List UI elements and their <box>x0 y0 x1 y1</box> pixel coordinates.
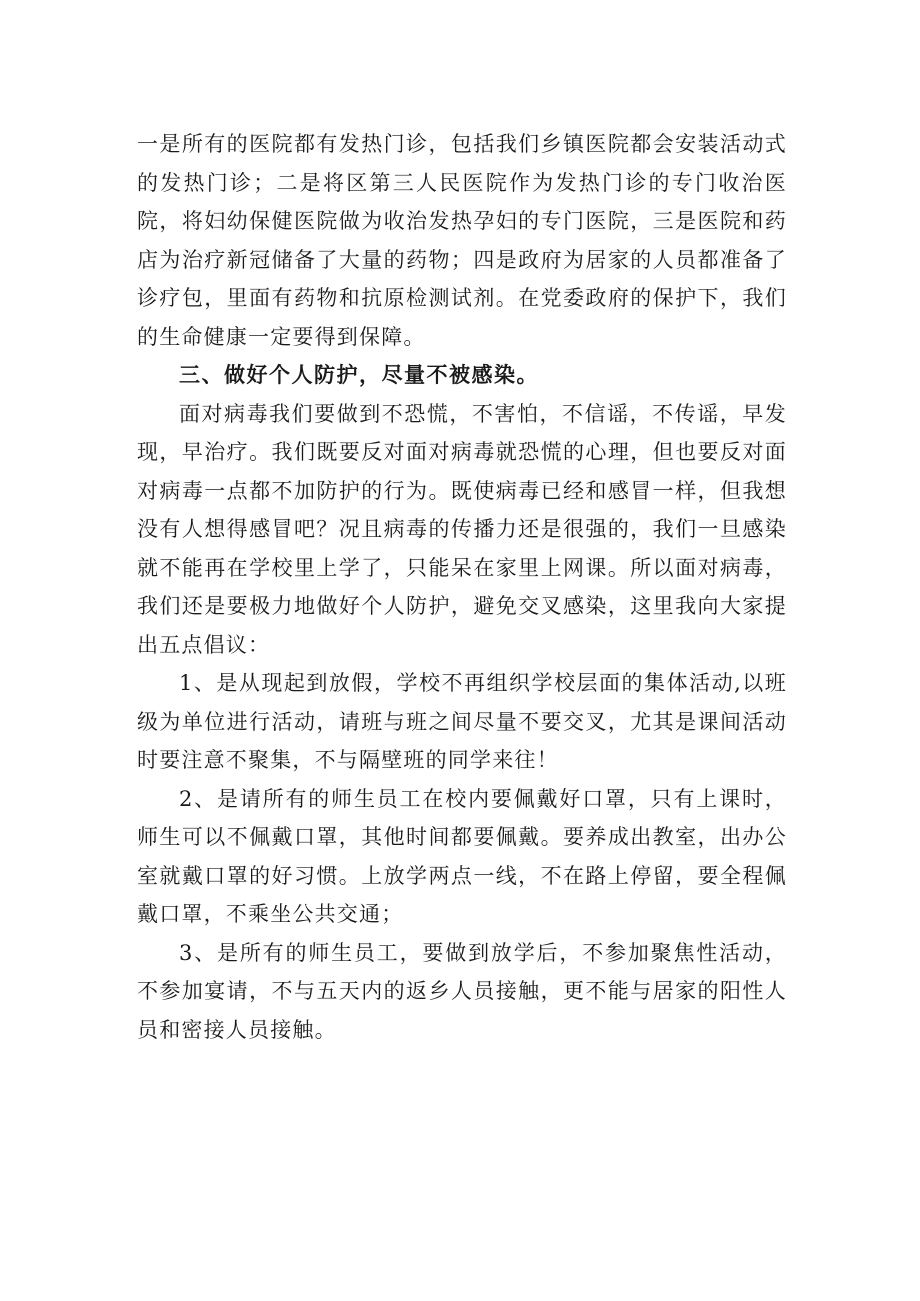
paragraph-proposal-2: 2、是请所有的师生员工在校内要佩戴好口罩，只有上课时，师生可以不佩戴口罩，其他时间都要佩戴。要养成出教室，出办公室就戴口罩的好习惯。上放学两点一线，不在路上停留，要全程佩戴口罩，不乘坐公共交通； <box>137 786 787 926</box>
paragraph-facing-virus: 面对病毒我们要做到不恐慌，不害怕，不信谣，不传谣，早发现，早治疗。我们既要反对面对病毒就恐慌的心理，但也要反对面对病毒一点都不加防护的行为。既使病毒已经和感冒一样，但我想没有人想得感冒吧？况且病毒的传播力还是很强的，我们一旦感染就不能再在学校里上学了，只能呆在家里上网课。所以面对病毒，我们还是要极力地做好个人防护，避免交叉感染，这里我向大家提出五点倡议： <box>137 401 787 657</box>
document-body <box>137 125 787 1049</box>
paragraph-hospital-measures: 一是所有的医院都有发热门诊，包括我们乡镇医院都会安装活动式的发热门诊；二是将区第三人民医院作为发热门诊的专门收治医院，将妇幼保健医院做为收治发热孕妇的专门医院，三是医院和药店为治疗新冠储备了大量的药物；四是政府为居家的人员都准备了诊疗包，里面有药物和抗原检测试剂。在党委政府的保护下，我们的生命健康一定要得到保障。 <box>137 132 787 349</box>
section-heading-personal-protection: 三、做好个人防护，尽量不被感染。 <box>179 363 539 387</box>
paragraph-proposal-3: 3、是所有的师生员工，要做到放学后，不参加聚焦性活动，不参加宴请，不与五天内的返乡人员接触，更不能与居家的阳性人员和密接人员接触。 <box>137 940 787 1042</box>
paragraph-proposal-1: 1、是从现起到放假，学校不再组织学校层面的集体活动,以班级为单位进行活动，请班与班之间尽量不要交叉，尤其是课间活动时要注意不聚集，不与隔壁班的同学来往！ <box>137 671 787 772</box>
